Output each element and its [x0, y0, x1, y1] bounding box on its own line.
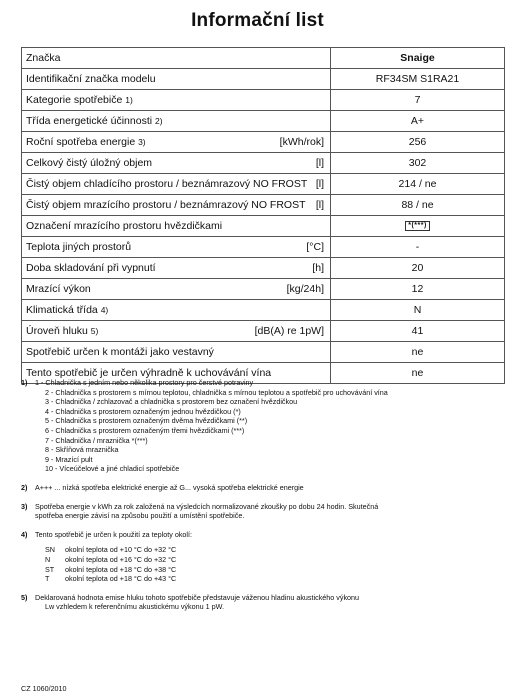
footnote-line: 9 - Mrazící pult — [45, 454, 93, 464]
climate-class-list — [35, 545, 501, 583]
footnote-line: 5 - Chladnička s prostorem označeným dvěma hvězdičkami (**) — [45, 416, 248, 426]
row-label-cell — [22, 279, 331, 300]
footnote-line: 10 - Víceúčelové a jiné chladicí spotřebiče — [45, 464, 180, 474]
regulation-code: CZ 1060/2010 — [21, 684, 67, 693]
row-unit: [dB(A) re 1pW] — [254, 324, 324, 337]
row-label: Třída energetické účinnosti — [26, 114, 153, 127]
footnote-ref: 2) — [155, 115, 163, 126]
footnote-2 — [21, 483, 501, 493]
row-label: Tento spotřebič je určen výhradně k uchovávání vína — [26, 366, 272, 379]
climate-code: T — [45, 574, 50, 584]
row-unit: [kg/24h] — [286, 282, 324, 295]
row-unit: [l] — [315, 198, 324, 211]
table-row — [22, 132, 505, 153]
table-row — [22, 195, 505, 216]
footnote-line: 8 - Skříňová mraznička — [45, 445, 119, 455]
table-row — [22, 90, 505, 111]
footnote-ref: 1) — [125, 94, 133, 105]
row-value: N — [331, 300, 505, 321]
footnote-line: Tento spotřebič je určen k použití za teploty okolí: — [35, 529, 193, 539]
row-label: Celkový čistý úložný objem — [26, 156, 153, 169]
row-value: 41 — [331, 321, 505, 342]
row-value: ne — [331, 363, 505, 384]
row-value: Snaige — [331, 48, 505, 69]
row-label: Čistý objem mrazícího prostoru / beznámrazový NO FROST — [26, 198, 306, 211]
table-row — [22, 69, 505, 90]
row-label: Doba skladování při vypnutí — [26, 261, 156, 274]
climate-code: ST — [45, 564, 55, 574]
row-value: 88 / ne — [331, 195, 505, 216]
row-unit: [h] — [312, 261, 324, 274]
footnote-line: 6 - Chladnička s prostorem označeným třemi hvězdičkami (***) — [45, 425, 245, 435]
row-value: 20 — [331, 258, 505, 279]
climate-class-row — [45, 574, 501, 584]
row-label: Teplota jiných prostorů — [26, 240, 132, 253]
row-label-cell — [22, 237, 331, 258]
row-label-cell — [22, 69, 331, 90]
footnote-number: 2) — [21, 482, 28, 492]
footnote-number: 1) — [21, 378, 28, 387]
row-value: RF34SM S1RA21 — [331, 69, 505, 90]
footnote-ref: 3) — [138, 136, 146, 147]
table-row — [22, 48, 505, 69]
footnote-3 — [21, 502, 501, 521]
row-label-cell — [22, 48, 331, 69]
footnote-1 — [21, 378, 501, 474]
row-label: Čistý objem chladícího prostoru / beznámrazový NO FROST — [26, 177, 308, 190]
row-label-cell — [22, 342, 331, 363]
spec-table — [21, 47, 505, 384]
row-unit: [l] — [315, 156, 324, 169]
row-label-cell — [22, 153, 331, 174]
table-row — [22, 111, 505, 132]
climate-range: okolní teplota od +18 °C do +38 °C — [65, 564, 177, 574]
footnote-line: 1 - Chladnička s jedním nebo několika prostory pro čerstvé potraviny — [35, 378, 254, 387]
footnote-line: Spotřeba energie v kWh za rok založená na výsledcích normalizované zkoušky po dobu 24 hodin. Skutečná — [35, 501, 379, 511]
climate-range: okolní teplota od +16 °C do +32 °C — [65, 554, 177, 564]
row-label: Označení mrazícího prostoru hvězdičkami — [26, 219, 223, 232]
footnote-ref: 4) — [100, 304, 109, 315]
climate-class-row — [45, 545, 501, 555]
table-row — [22, 237, 505, 258]
table-row — [22, 321, 505, 342]
footnote-line: 4 - Chladnička s prostorem označeným jednou hvězdičkou (*) — [45, 406, 241, 416]
footnotes — [21, 378, 501, 621]
row-label-cell — [22, 132, 331, 153]
footnote-number: 3) — [21, 501, 28, 511]
row-value: 256 — [331, 132, 505, 153]
row-label-cell — [22, 174, 331, 195]
row-label-cell — [22, 216, 331, 237]
row-unit: [l] — [315, 177, 324, 190]
row-unit: [kWh/rok] — [279, 135, 324, 148]
table-row — [22, 174, 505, 195]
row-value: A+ — [331, 111, 505, 132]
row-value-cell — [331, 216, 505, 237]
footnote-line: 2 - Chladnička s prostorem s mírnou teplotou, chladnička s mírnou teplotou a spotřebič pro uchovávání vína — [45, 387, 388, 397]
row-label: Mrazící výkon — [26, 282, 91, 295]
climate-code: SN — [45, 545, 55, 555]
climate-range: okolní teplota od +18 °C do +43 °C — [65, 574, 177, 584]
row-label-cell — [22, 195, 331, 216]
row-value: 12 — [331, 279, 505, 300]
row-label: Úroveň hluku — [26, 324, 88, 337]
row-value: ne — [331, 342, 505, 363]
row-label: Značka — [26, 51, 61, 64]
row-label: Klimatická třída — [26, 303, 98, 316]
table-row — [22, 300, 505, 321]
footnote-line: Lw vzhledem k referenčnímu akustickému výkonu 1 pW. — [45, 602, 224, 612]
table-row — [22, 279, 505, 300]
footnote-line: A+++ ... nízká spotřeba elektrické energie až G... vysoká spotřeba elektrické energie — [35, 482, 304, 492]
row-value: 214 / ne — [331, 174, 505, 195]
climate-code: N — [45, 554, 51, 564]
climate-class-row — [45, 565, 501, 575]
table-row — [22, 258, 505, 279]
row-label-cell — [22, 321, 331, 342]
table-row — [22, 342, 505, 363]
row-label-cell — [22, 90, 331, 111]
footnote-line: 7 - Chladnička / mraznička *(***) — [45, 435, 148, 445]
row-label: Spotřebič určen k montáži jako vestavný — [26, 345, 214, 358]
footnote-ref: 5) — [90, 325, 99, 336]
climate-class-row — [45, 555, 501, 565]
row-value: 302 — [331, 153, 505, 174]
footnote-line: 3 - Chladnička / zchlazovač a chladnička s prostorem bez označení hvězdičkou — [45, 397, 298, 407]
row-label-cell — [22, 111, 331, 132]
footnote-5 — [21, 593, 501, 612]
page-title: Informační list — [191, 10, 324, 31]
footnote-line: spotřeba energie závisí na způsobu použití a umístění spotřebiče. — [35, 511, 245, 521]
table-row — [22, 153, 505, 174]
row-label: Roční spotřeba energie — [26, 135, 136, 148]
footnote-line: Deklarovaná hodnota emise hluku tohoto spotřebiče představuje váženou hladinu akustického výkonu — [35, 592, 360, 602]
footnote-number: 4) — [21, 529, 28, 539]
row-value: - — [331, 237, 505, 258]
row-label-cell — [22, 258, 331, 279]
row-label-cell — [22, 300, 331, 321]
row-value: 7 — [331, 90, 505, 111]
climate-range: okolní teplota od +10 °C do +32 °C — [65, 545, 177, 555]
star-rating-icon: *(***) — [405, 221, 430, 231]
row-unit: [°C] — [306, 240, 324, 253]
table-row — [22, 216, 505, 237]
footnote-4 — [21, 530, 501, 584]
row-label: Identifikační značka modelu — [26, 72, 156, 85]
row-label: Kategorie spotřebiče — [26, 93, 123, 106]
footnote-number: 5) — [21, 592, 28, 602]
